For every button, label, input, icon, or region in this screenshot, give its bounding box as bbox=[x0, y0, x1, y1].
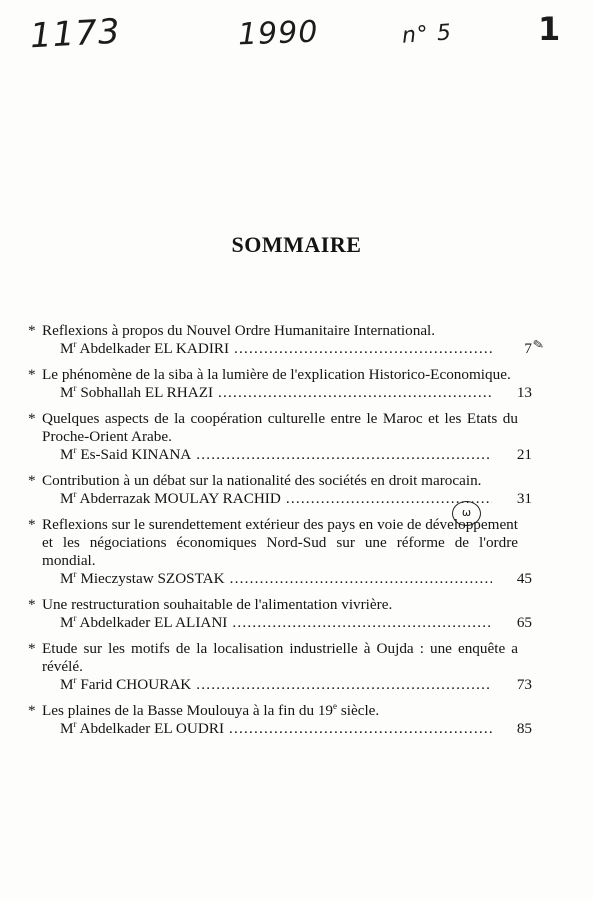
handwritten-year: 1990 bbox=[237, 14, 319, 53]
author-prefix: M bbox=[60, 446, 74, 463]
entry-author bbox=[60, 490, 492, 508]
entry-author bbox=[60, 384, 492, 402]
entry-page-number: 65 bbox=[516, 614, 532, 631]
entry-bullet: * bbox=[28, 702, 36, 719]
author-name: Abdelkader EL OUDRI bbox=[79, 720, 225, 737]
author-prefix-sup: r bbox=[73, 570, 77, 579]
entry-title: Etude sur les motifs de la localisation industrielle à Oujda : une enquête a révélé. bbox=[42, 640, 518, 675]
entry-title: Reflexions à propos du Nouvel Ordre Humanitaire International. bbox=[42, 322, 436, 339]
author-prefix: M bbox=[60, 614, 74, 631]
toc-entry bbox=[0, 702, 593, 738]
entry-title-text-end: siècle. bbox=[337, 702, 380, 719]
toc-entry bbox=[0, 596, 593, 632]
toc-entry bbox=[0, 516, 593, 588]
author-prefix: M bbox=[60, 676, 74, 693]
author-name: Abderrazak MOULAY RACHID bbox=[79, 490, 281, 507]
page-title: SOMMAIRE bbox=[231, 232, 362, 257]
toc-entry bbox=[0, 366, 593, 402]
entry-author bbox=[60, 446, 492, 464]
author-name: Abdelkader EL ALIANI bbox=[79, 614, 228, 631]
toc-entry bbox=[0, 322, 593, 358]
author-name: Mieczystaw SZOSTAK bbox=[80, 570, 225, 587]
entry-author bbox=[60, 570, 492, 588]
author-prefix-sup: r bbox=[73, 676, 77, 685]
handwritten-code: n° 5 bbox=[401, 20, 453, 49]
author-prefix: M bbox=[60, 720, 74, 737]
author-name: Farid CHOURAK bbox=[80, 676, 192, 693]
entry-title: Quelques aspects de la coopération culturelle entre le Maroc et les Etats du Proche-Orient Arabe. bbox=[42, 410, 518, 445]
entry-author bbox=[60, 676, 492, 694]
author-prefix-sup: r bbox=[73, 340, 77, 349]
entry-author bbox=[60, 614, 492, 632]
handwritten-circle-mark: ω bbox=[452, 501, 481, 526]
entry-bullet: * bbox=[28, 472, 36, 489]
entry-author bbox=[60, 340, 492, 358]
entry-title-text: Les plaines de la Basse Moulouya à la fin du 19 bbox=[42, 702, 334, 719]
entry-title: Reflexions sur le surendettement extérieur des pays en voie de développement et les négociations économiques Nord-Sud sur une réforme de l'ordre mondial. bbox=[42, 516, 518, 569]
author-prefix-sup: r bbox=[73, 720, 77, 729]
entry-page-number: 7 bbox=[524, 340, 532, 357]
handwritten-page-mark: ✎ bbox=[531, 337, 546, 354]
author-prefix: M bbox=[60, 384, 74, 401]
entry-title: Contribution à un débat sur la nationalité des sociétés en droit marocain. bbox=[42, 472, 482, 489]
entry-bullet: * bbox=[28, 516, 36, 533]
author-prefix-sup: r bbox=[73, 614, 77, 623]
author-prefix-sup: r bbox=[73, 384, 77, 393]
entry-page-number: 31 bbox=[516, 490, 532, 507]
toc-entry bbox=[0, 472, 593, 508]
author-name: Sobhallah EL RHAZI bbox=[80, 384, 214, 401]
author-name: Es-Said KINANA bbox=[80, 446, 192, 463]
table-of-contents bbox=[0, 322, 593, 746]
handwritten-number: 1173 bbox=[29, 11, 122, 57]
author-name: Abdelkader EL KADIRI bbox=[79, 340, 230, 357]
author-prefix-sup: r bbox=[73, 446, 77, 455]
author-prefix: M bbox=[60, 340, 74, 357]
entry-bullet: * bbox=[28, 596, 36, 613]
entry-bullet: * bbox=[28, 410, 36, 427]
entry-page-number: 45 bbox=[516, 570, 532, 587]
handwritten-mark: 1 bbox=[538, 10, 562, 48]
author-prefix: M bbox=[60, 490, 74, 507]
entry-page-number: 85 bbox=[516, 720, 532, 737]
entry-page-number: 73 bbox=[516, 676, 532, 693]
entry-author bbox=[60, 720, 492, 738]
author-prefix-sup: r bbox=[73, 490, 77, 499]
entry-title-sup: e bbox=[333, 701, 338, 711]
entry-bullet: * bbox=[28, 322, 36, 339]
entry-title: Le phénomène de la siba à la lumière de l'explication Historico-Economique. bbox=[42, 366, 511, 383]
entry-title bbox=[42, 702, 518, 720]
toc-entry bbox=[0, 640, 593, 694]
entry-bullet: * bbox=[28, 366, 36, 383]
entry-page-number: 13 bbox=[516, 384, 532, 401]
entry-bullet: * bbox=[28, 640, 36, 657]
entry-page-number: 21 bbox=[516, 446, 532, 463]
entry-title: Une restructuration souhaitable de l'alimentation vivrière. bbox=[42, 596, 393, 613]
toc-entry bbox=[0, 410, 593, 464]
author-prefix: M bbox=[60, 570, 74, 587]
